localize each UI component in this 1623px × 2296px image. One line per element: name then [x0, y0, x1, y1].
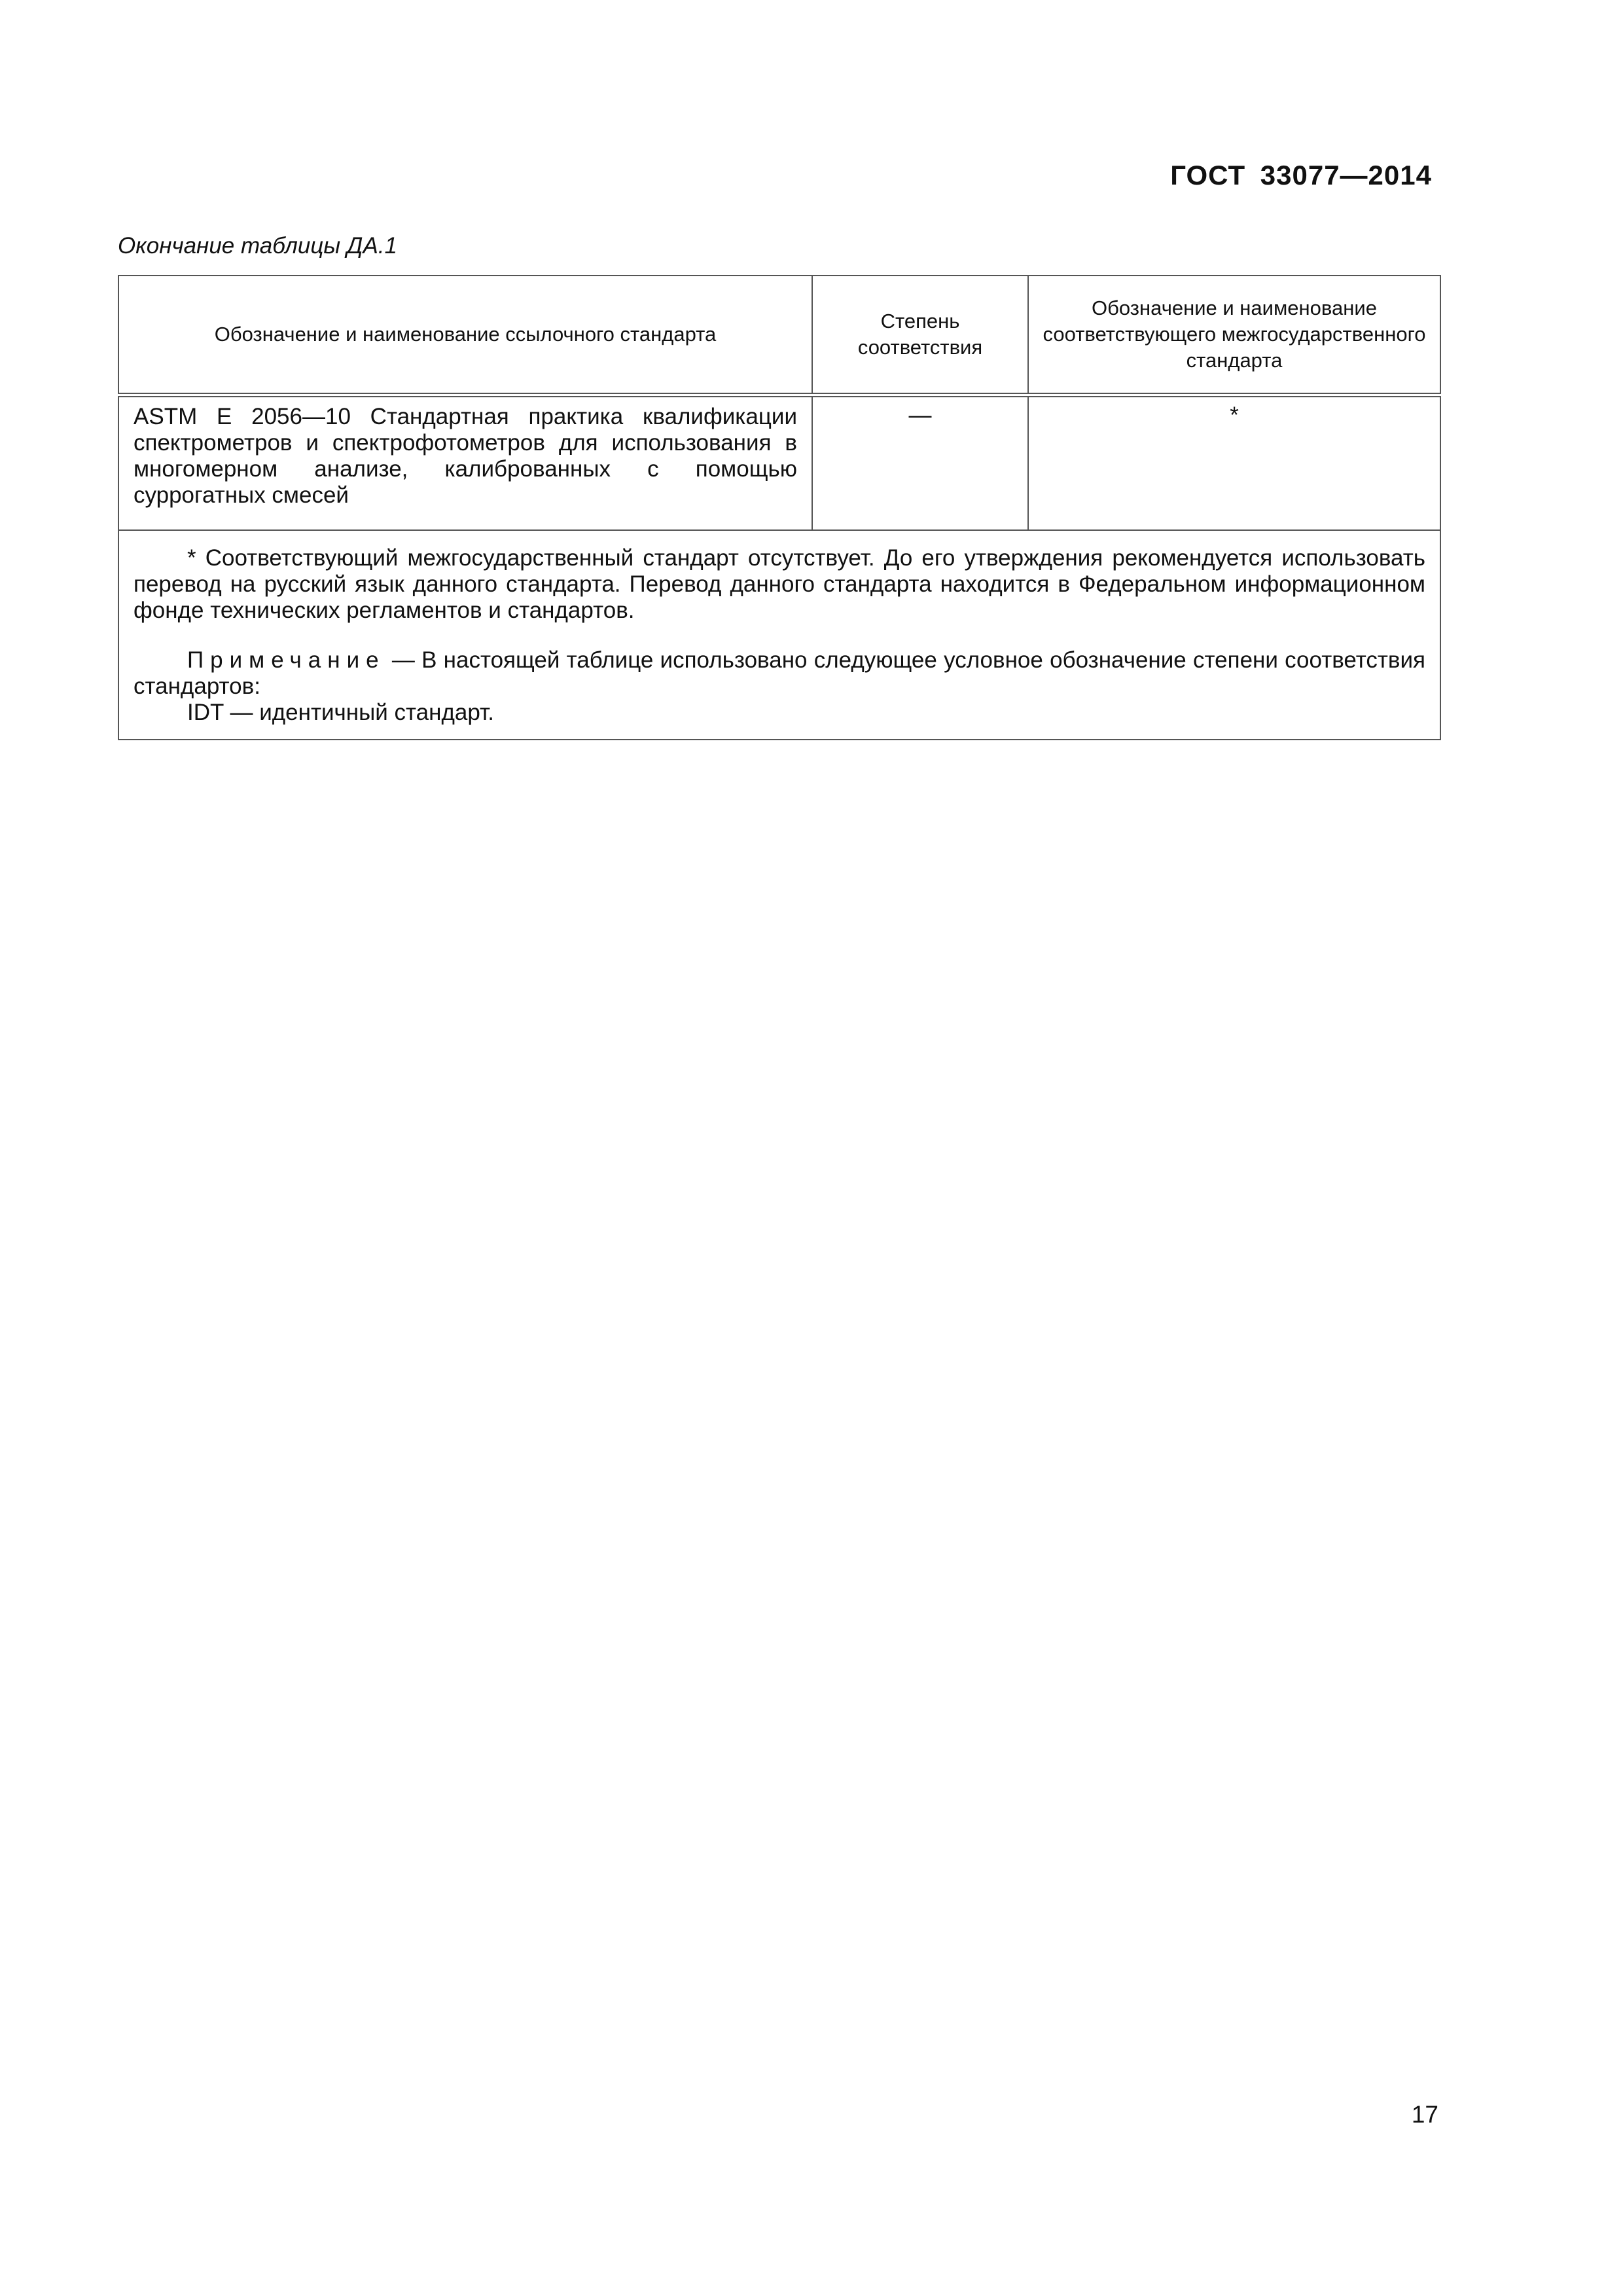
table-row [118, 395, 1440, 531]
column-header-degree-of-conformity: Степень соответствия [812, 276, 1028, 395]
note-paragraph [134, 647, 1425, 700]
notes-row [118, 530, 1440, 740]
table-caption: Окончание таблицы ДА.1 [118, 233, 397, 259]
footnote-text: * Соответствующий межгосударственный стандарт отсутствует. До его утверждения рекомендуется использовать перевод на русский язык данного стандарта. Перевод данного стандарта находится в Федеральном информационном фонде технических регламентов и стандартов. [134, 545, 1425, 623]
column-header-interstate-standard: Обозначение и наименование соответствующего межгосударственного стандарта [1028, 276, 1440, 395]
notes-cell [118, 530, 1440, 740]
note-label: Примечание [187, 647, 385, 673]
reference-standards-table [118, 275, 1441, 740]
cell-interstate-standard: * [1028, 395, 1440, 531]
table-header-row [118, 276, 1440, 395]
note-text: — В настоящей таблице использовано следующее условное обозначение степени соответствия стандартов: [134, 647, 1425, 699]
cell-reference-standard: ASTM E 2056—10 Стандартная практика квалификации спектрометров и спектрофотометров для использования в многомерном анализе, калиброванных с помощью суррогатных смесей [118, 395, 812, 531]
document-code: ГОСТ 33077—2014 [1170, 160, 1432, 190]
page-number: 17 [1411, 2101, 1438, 2128]
column-header-reference-standard: Обозначение и наименование ссылочного стандарта [118, 276, 812, 395]
cell-degree-of-conformity: — [812, 395, 1028, 531]
note-item-idt: IDT — идентичный стандарт. [187, 700, 494, 725]
